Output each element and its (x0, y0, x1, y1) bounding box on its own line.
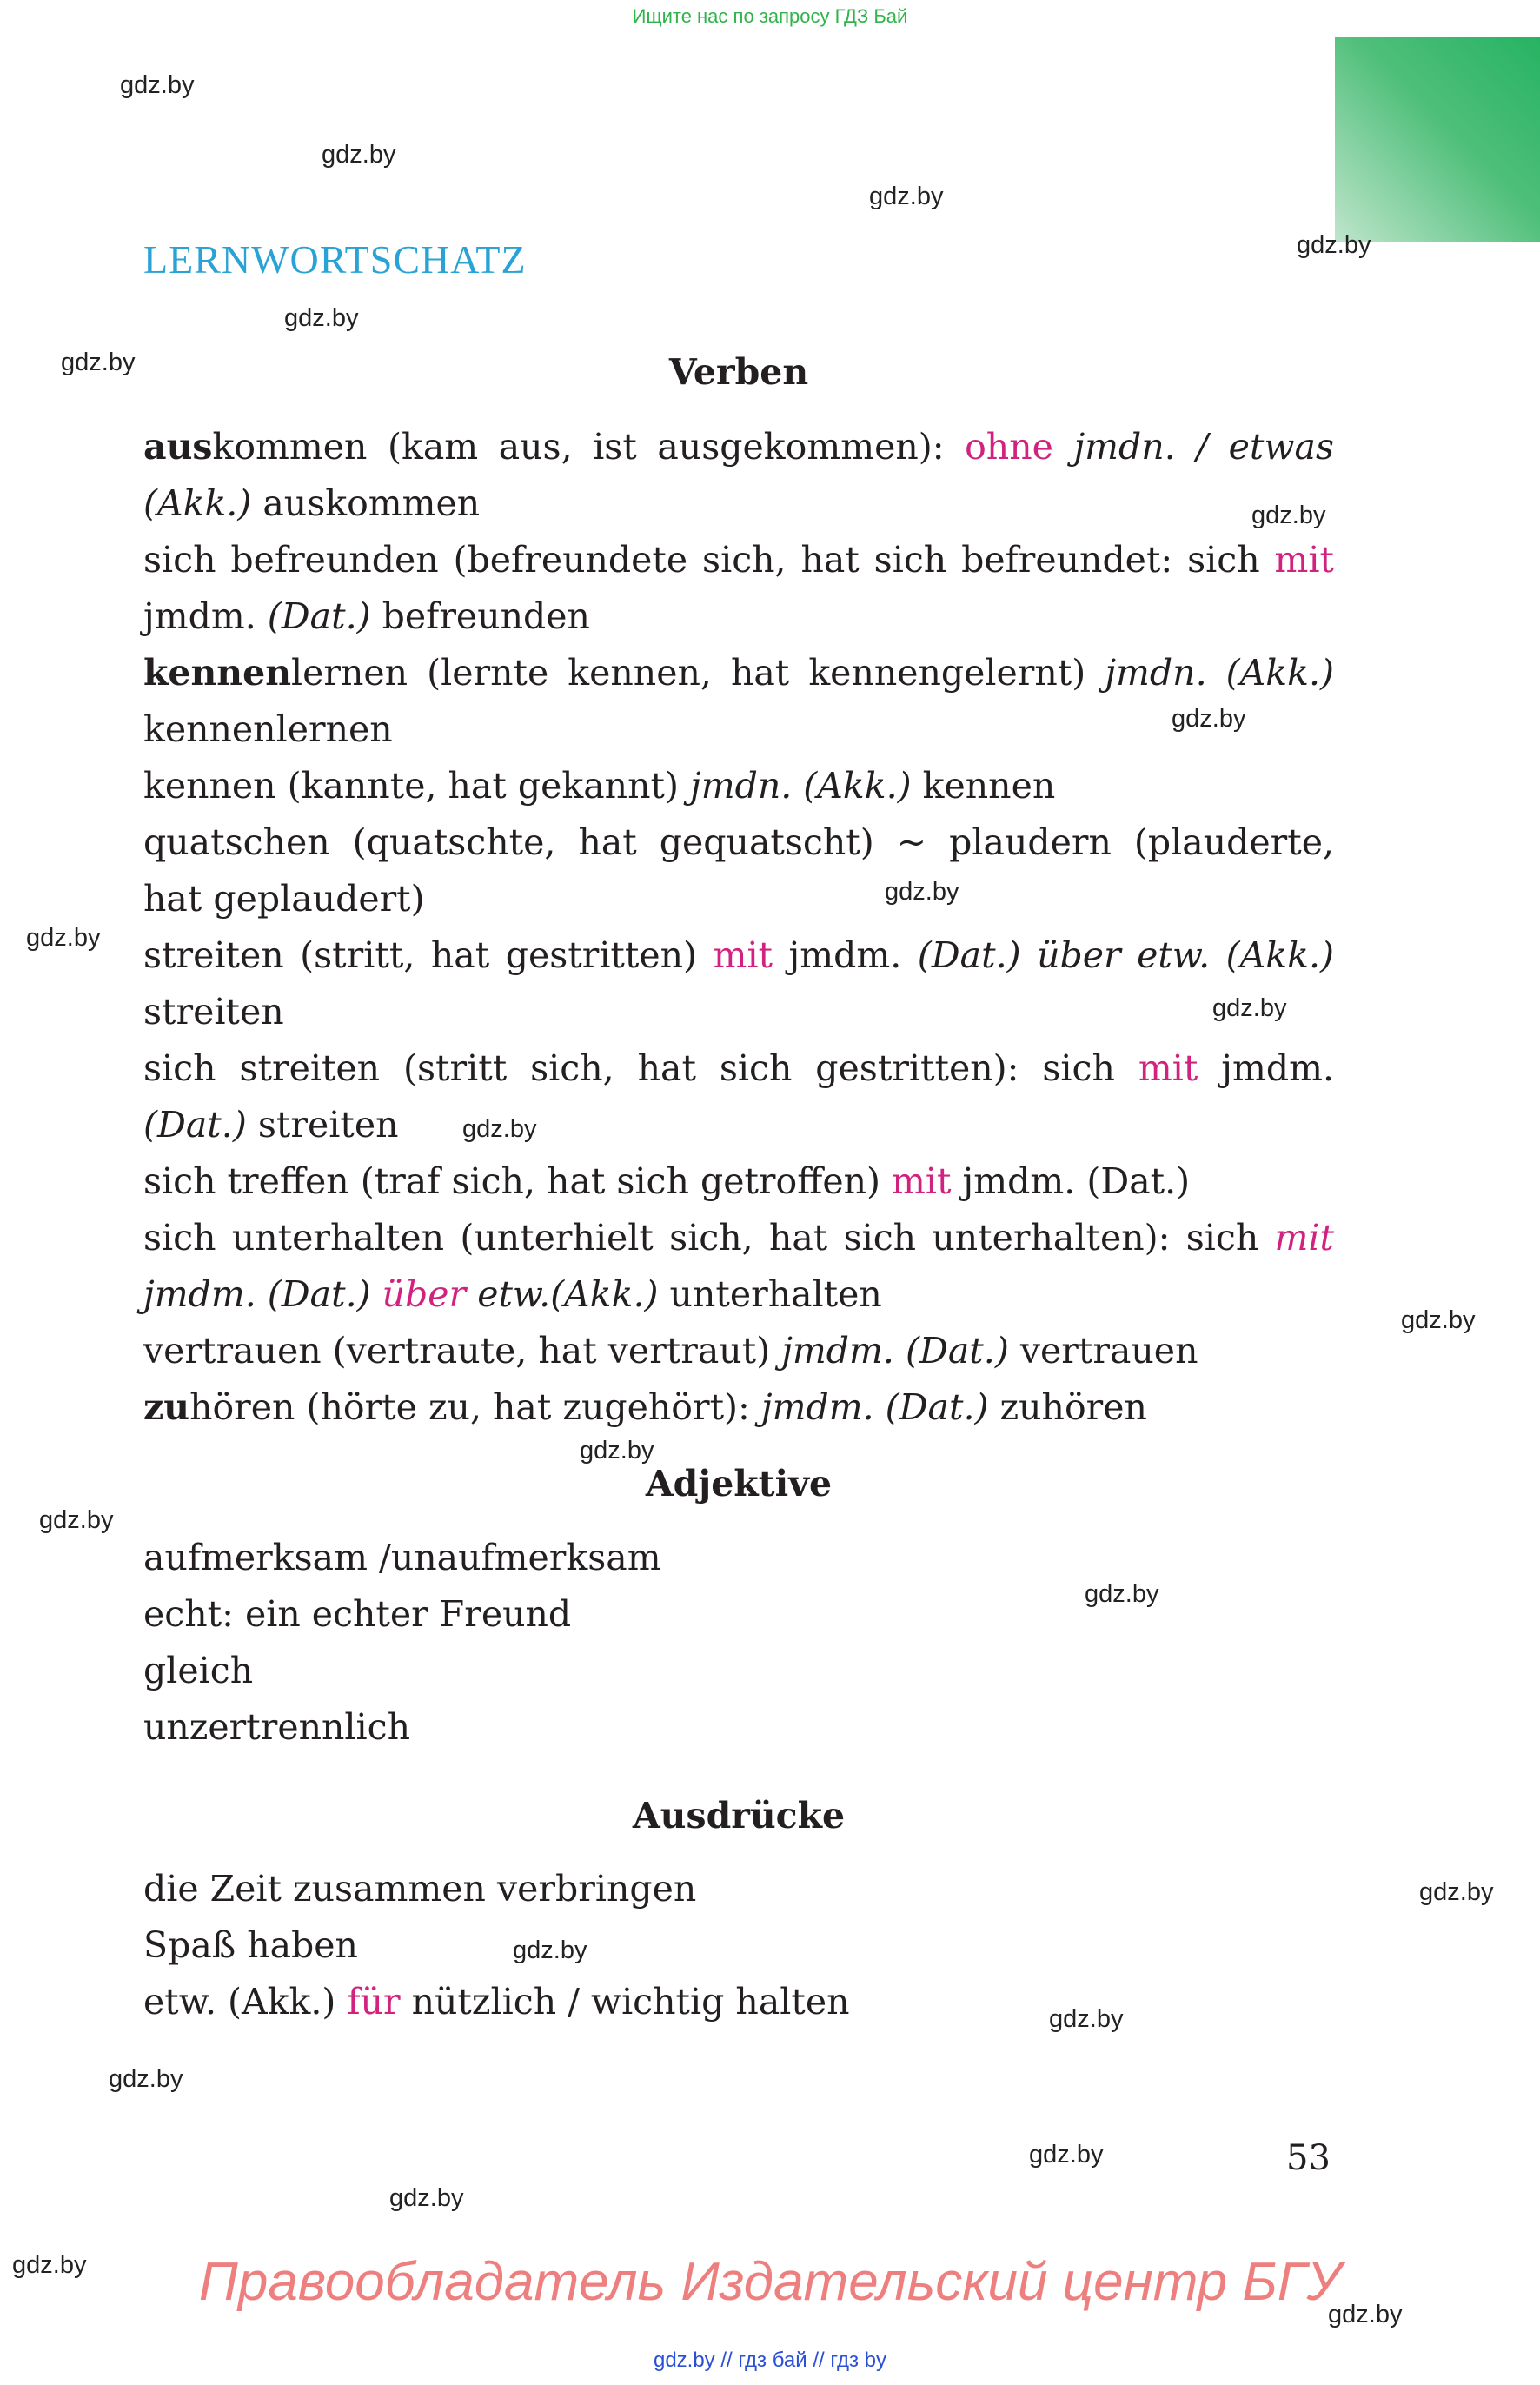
entry-text: zuhören (988, 1386, 1147, 1428)
entry-text: quatschen (quatschte, hat gequatscht) ~ plaudern (plauderte, hat geplaudert) (143, 821, 1334, 920)
entry-text: jmdm. (Dat.) (760, 1386, 989, 1428)
watermark: gdz.by (1251, 502, 1326, 529)
watermark: gdz.by (1172, 705, 1246, 733)
entry-text: sich streiten (stritt sich, hat sich gestritten): sich (143, 1047, 1138, 1089)
watermark: gdz.by (580, 1437, 654, 1465)
entry-text: mit (892, 1160, 952, 1202)
top-banner[interactable]: Ищите нас по запросу ГДЗ Бай (632, 5, 908, 27)
heading-adjectives: Adjektive (645, 1463, 833, 1505)
watermark: gdz.by (869, 183, 944, 210)
entry-text: vertrauen (1008, 1330, 1198, 1372)
entry-text: jmdm. (Dat.) (143, 1273, 382, 1315)
heading-expressions: Ausdrücke (632, 1795, 846, 1837)
verb-entry (143, 814, 1334, 927)
entry-text: etw.(Akk.) (466, 1273, 659, 1315)
expression-entry (143, 1974, 1334, 2030)
entry-text: kennen (kannte, hat gekannt) (143, 765, 690, 807)
entry-text: jmdm. (Dat.) (781, 1330, 1009, 1372)
entry-text: jmdm. (773, 934, 918, 976)
entry-text: (Dat.) (143, 1104, 247, 1146)
watermark: gdz.by (513, 1937, 587, 1964)
watermark: gdz.by (1328, 2301, 1403, 2329)
verb-entry (143, 419, 1334, 532)
verb-entry (143, 758, 1334, 814)
entry-text: jmdm. (1198, 1047, 1334, 1089)
verb-entry (143, 645, 1334, 758)
verb-entry (143, 927, 1334, 1040)
entry-text: streiten (143, 991, 284, 1033)
watermark: gdz.by (1212, 994, 1287, 1022)
entry-text: jmdn. (Akk.) (1105, 652, 1334, 694)
adjective-item: echt: ein echter Freund (143, 1593, 572, 1635)
entry-text: mit (1274, 539, 1334, 581)
verbs-list (143, 419, 1334, 1436)
entry-text: befreunden (370, 595, 590, 637)
entry-text: lernen (lernte kennen, hat kennengelernt) (291, 652, 1105, 694)
verb-entry (143, 1379, 1334, 1436)
entry-text: jmdn. / etwas (Akk.) (143, 426, 1334, 524)
entry-text: sich treffen (traf sich, hat sich getroffen) (143, 1160, 893, 1202)
section-title: LERNWORTSCHATZ (143, 237, 527, 282)
entry-text: kennenlernen (143, 708, 393, 750)
watermark: gdz.by (462, 1115, 537, 1143)
entry-text: unterhalten (658, 1273, 882, 1315)
entry-text: mit (1138, 1047, 1198, 1089)
watermark: gdz.by (1085, 1580, 1159, 1608)
entry-text: hören (hörte zu, hat zugehört): (189, 1386, 761, 1428)
verb-entry (143, 1323, 1334, 1379)
watermark: gdz.by (109, 2065, 183, 2093)
watermark: gdz.by (120, 71, 195, 99)
adjectives-list (143, 1530, 1334, 1756)
copyright-notice: Правообладатель Издательский центр БГУ (198, 2252, 1342, 2312)
entry-text: jmdn. (Akk.) (690, 765, 912, 807)
heading-verbs: Verben (668, 351, 809, 393)
entry-text: über (382, 1273, 467, 1315)
watermark: gdz.by (322, 141, 396, 169)
entry-text: für (347, 1981, 401, 2023)
entry-text: kennen (911, 765, 1056, 807)
verb-entry (143, 1040, 1334, 1153)
watermark: gdz.by (39, 1506, 114, 1534)
entry-text: zu (143, 1386, 190, 1428)
entry-text: kommen (kam aus, ist ausgekommen): (212, 426, 966, 468)
footer-links[interactable]: gdz.by // гдз бай // гдз by (653, 2348, 887, 2372)
entry-text: die Zeit zusammen verbringen (143, 1868, 697, 1910)
entry-text: etw. (Akk.) (143, 1981, 348, 2023)
entry-text: ohne (965, 426, 1053, 468)
entry-text: aus (143, 426, 213, 468)
watermark: gdz.by (61, 349, 136, 376)
entry-text: nützlich / wichtig halten (400, 1981, 850, 2023)
entry-text: kennen (143, 652, 292, 694)
entry-text: jmdm. (Dat.) (951, 1160, 1191, 1202)
adjective-item: unzertrennlich (143, 1706, 411, 1748)
watermark: gdz.by (1049, 2005, 1124, 2033)
entry-text: mit (1274, 1217, 1334, 1259)
entry-text: (Dat.) über etw. (Akk.) (917, 934, 1334, 976)
page-number: 53 (1286, 2138, 1331, 2178)
watermark: gdz.by (1297, 231, 1371, 259)
entry-text: auskommen (251, 482, 481, 524)
verb-entry (143, 1153, 1334, 1210)
corner-tab (1335, 37, 1540, 242)
watermark: gdz.by (885, 878, 959, 906)
watermark: gdz.by (1419, 1878, 1494, 1906)
watermark: gdz.by (12, 2251, 87, 2279)
watermark: gdz.by (26, 924, 101, 952)
entry-text: vertrauen (vertraute, hat vertraut) (143, 1330, 782, 1372)
entry-text: streiten (246, 1104, 399, 1146)
entry-text: sich befreunden (befreundete sich, hat sich befreundet: sich (143, 539, 1275, 581)
entry-text: mit (713, 934, 773, 976)
watermark: gdz.by (389, 2184, 464, 2212)
verb-entry (143, 532, 1334, 645)
adjective-item: aufmerksam /unaufmerksam (143, 1537, 661, 1578)
watermark: gdz.by (284, 304, 359, 332)
verb-entry (143, 1210, 1334, 1323)
entry-text: Spaß haben (143, 1924, 358, 1966)
watermark: gdz.by (1401, 1306, 1476, 1334)
watermark: gdz.by (1029, 2141, 1104, 2169)
entry-text: jmdm. (143, 595, 268, 637)
expressions-list (143, 1861, 1334, 2030)
expression-entry (143, 1861, 1334, 1917)
entry-text: sich unterhalten (unterhielt sich, hat sich unterhalten): sich (143, 1217, 1275, 1259)
entry-text: streiten (stritt, hat gestritten) (143, 934, 714, 976)
entry-text: (Dat.) (267, 595, 371, 637)
adjective-item: gleich (143, 1650, 254, 1691)
expression-entry (143, 1917, 1334, 1974)
